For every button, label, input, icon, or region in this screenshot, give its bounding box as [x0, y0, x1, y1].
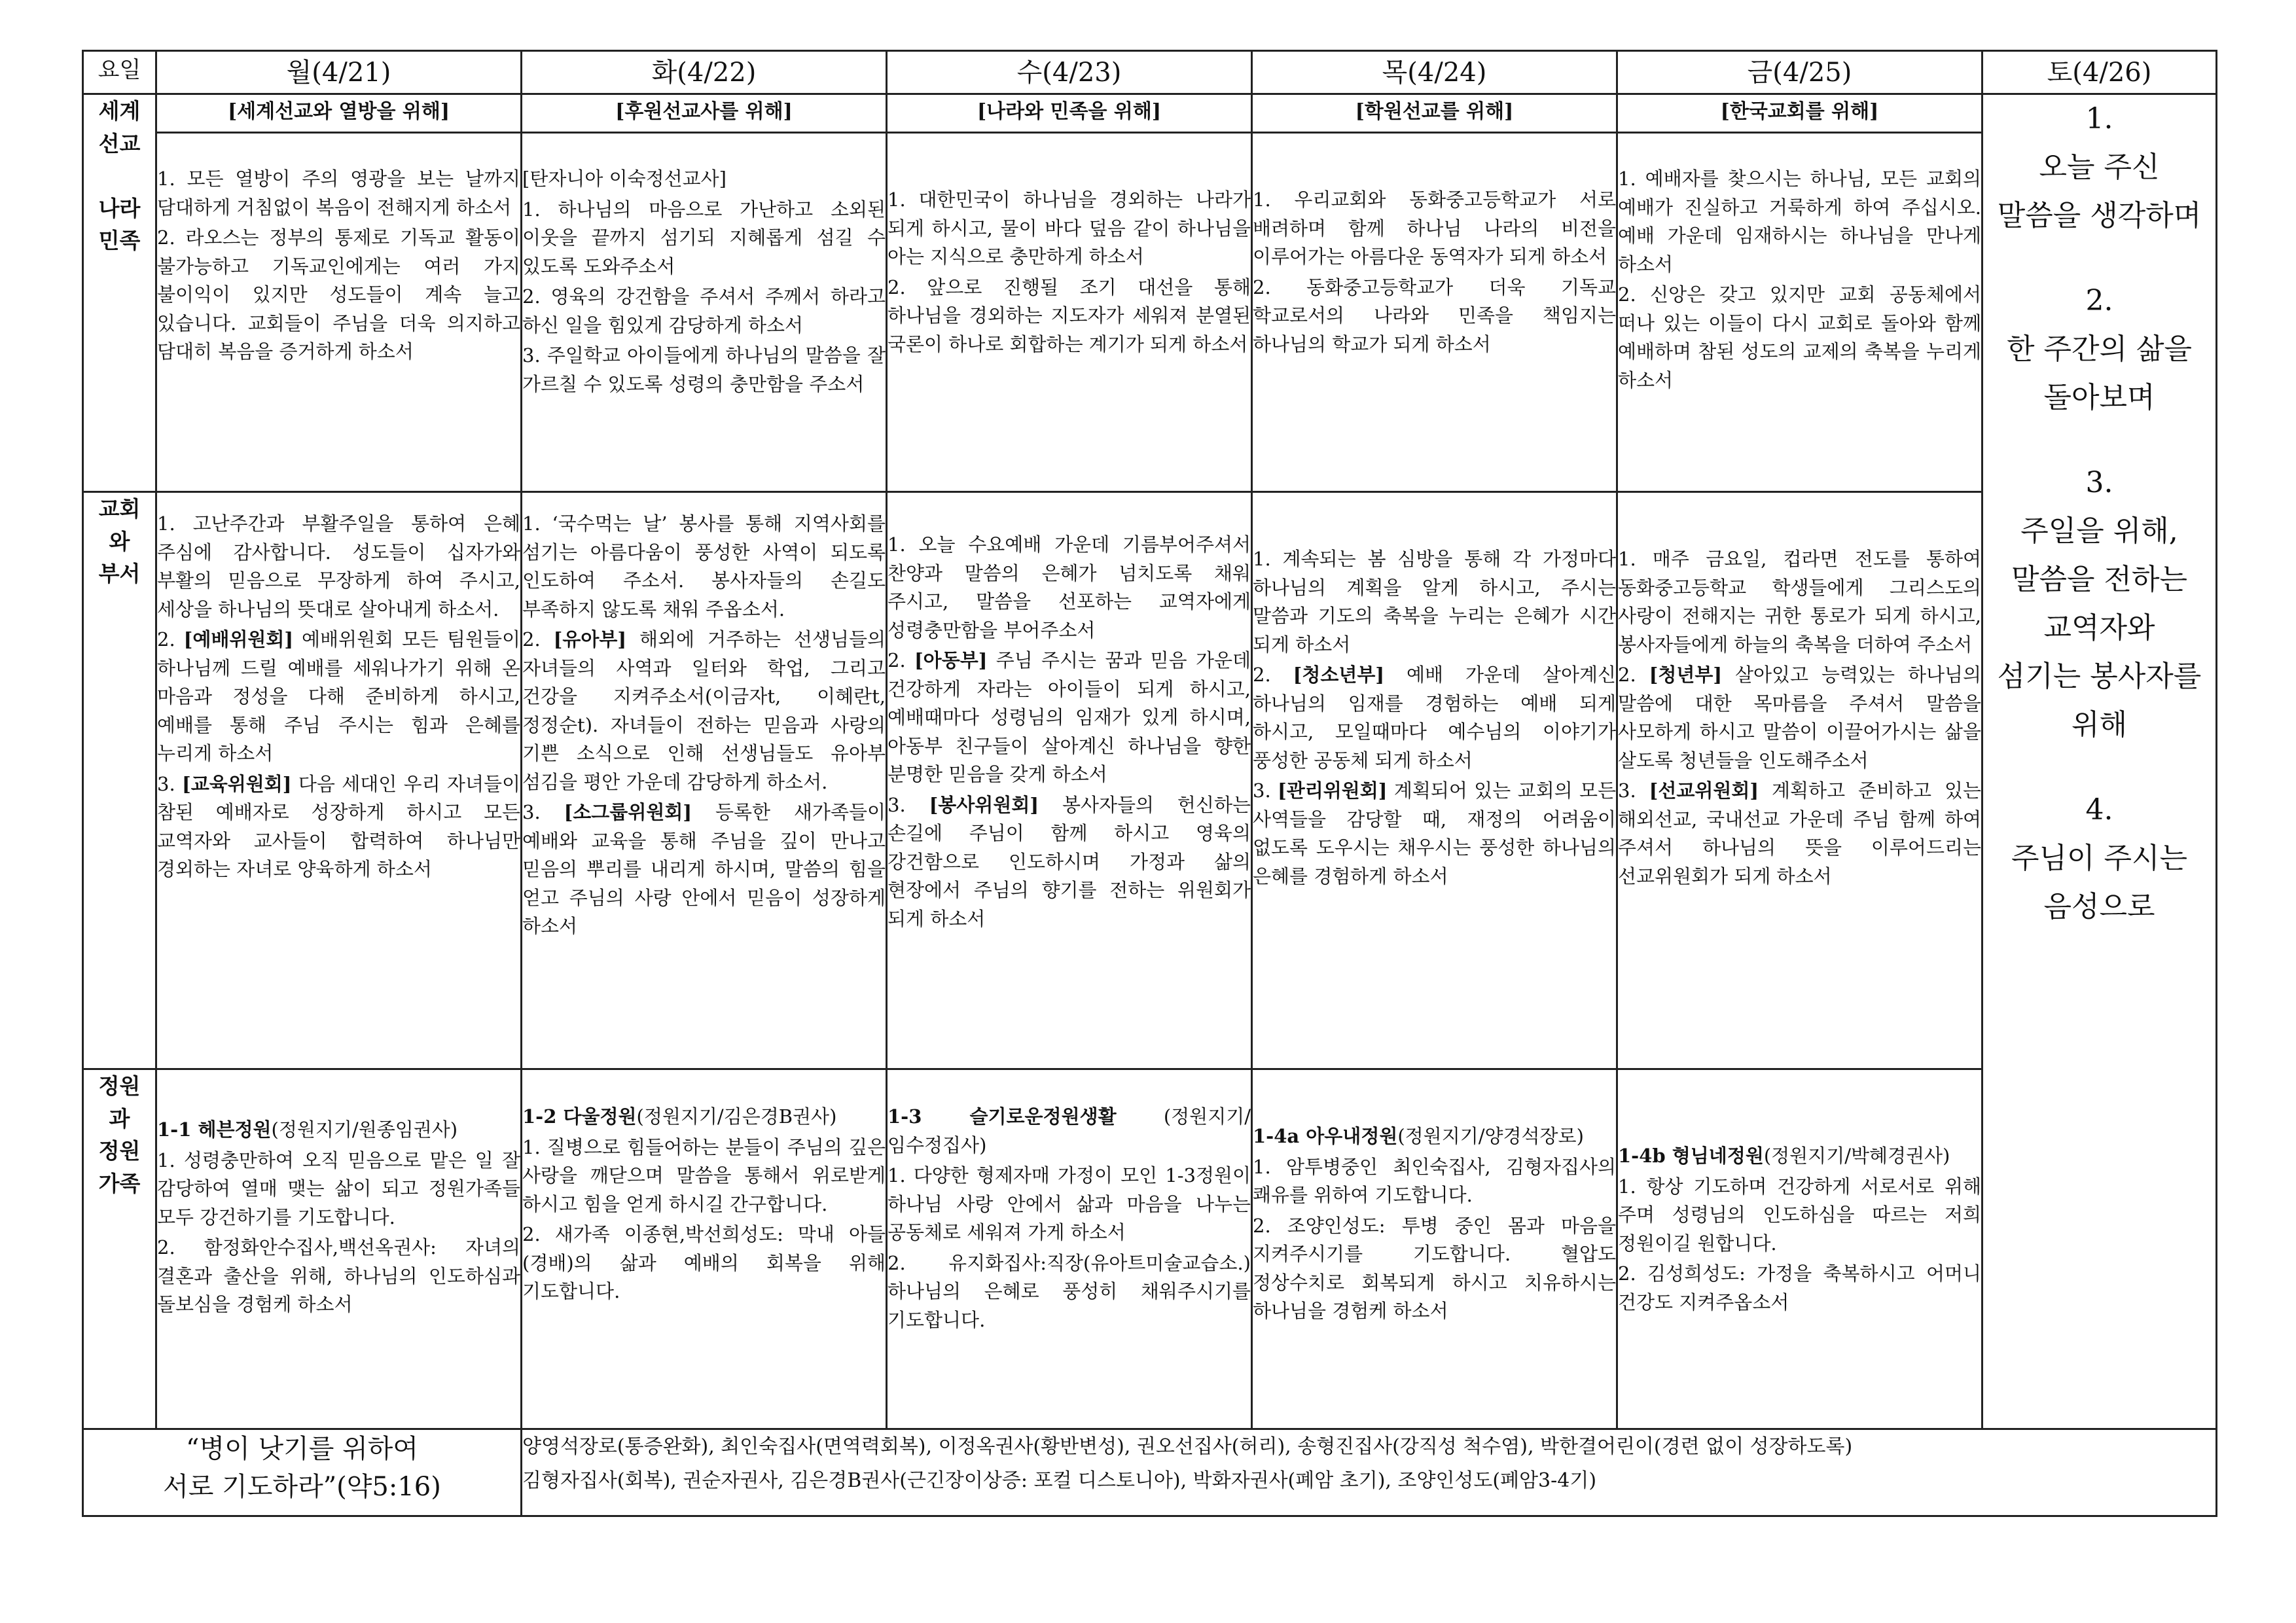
item-text: 예배 가운데 살아계신 하나님의 임재를 경험하는 예배 되게 하시고, 모일때마다 예수님의 이야기가 풍성한 공동체 되게 하소서 — [1253, 664, 1617, 772]
committee-tag: [선교위원회] — [1649, 779, 1759, 802]
prayer-item — [1253, 661, 1616, 775]
saturday-item-3 — [1983, 459, 2215, 749]
prayer-item: 1. 질병으로 힘들어하는 분들이 주님의 깊은 사랑을 깨닫으며 말씀을 통해서 위로받게 하시고 힘을 얻게 하시길 간구합니다. — [522, 1135, 886, 1215]
item-text: 등록한 새가족들이 예배와 교육을 통해 주님을 깊이 만나고 믿음의 뿌리를 내리게 하시며, 말씀의 힘을 얻고 주님의 사랑 안에서 믿음이 성장하게 하소서 — [522, 801, 886, 937]
day-header-sat: 토(4/26) — [1982, 51, 2217, 94]
committee-tag: [아동부] — [914, 649, 988, 671]
saturday-item-4 — [1983, 786, 2215, 931]
saturday-line: 섬기는 봉사자를 — [1997, 660, 2202, 693]
prayer-schedule-table — [82, 50, 2217, 1517]
prayer-item: 2. 동화중고등학교가 더욱 기독교 학교로서의 나라와 민족을 책임지는 하나님의 학교가 되게 하소서 — [1253, 276, 1616, 355]
garden-name: 1-3 슬기로운정원생활 — [888, 1105, 1117, 1128]
prayer-item: 1. 예배자를 찾으시는 하나님, 모든 교회의 예배가 진실하고 거룩하게 하여 주십시오. 예배 가운데 임재하시는 하나님을 만나게 하소서 — [1618, 168, 1981, 276]
item-text: 예배위원회 모든 팀원들이 하나님께 드릴 예배를 세워나가기 위해 온 마음과 정성을 다해 준비하게 하시고, 예배를 통해 주님 주시는 힘과 은혜를 누리게 하소서 — [157, 628, 521, 764]
item-number: 3. — [888, 793, 929, 816]
garden-leader: (정원지기/박혜경권사) — [1763, 1145, 1950, 1167]
row-label-text: 선교 — [98, 130, 141, 156]
row-label-garden — [83, 1069, 156, 1429]
committee-tag: [청소년부] — [1293, 664, 1385, 686]
prayer-item: 1. 하나님의 마음으로 가난하고 소외된 이웃을 끝까지 섬기되 지혜롭게 섬길 수 있도록 도와주소서 — [522, 198, 886, 277]
saturday-line: 돌아보며 — [2043, 381, 2155, 414]
committee-tag: [청년부] — [1649, 664, 1723, 686]
world-fri — [1617, 133, 1982, 492]
garden-wed — [887, 1069, 1252, 1429]
garden-row — [83, 1069, 2217, 1429]
saturday-line: 2. — [2085, 284, 2113, 317]
garden-title — [1618, 1142, 1981, 1171]
prayer-item: 1. 다양한 형제자매 가정이 모인 1-3정원이 하나님 사랑 안에서 삶과 마음을 나누는 공동체로 세워져 가게 하소서 — [888, 1164, 1251, 1243]
prayer-item — [888, 647, 1251, 789]
prayer-item: 1. 대한민국이 하나님을 경외하는 나라가 되게 하시고, 물이 바다 덮음 같이 하나님을 아는 지식으로 충만하게 하소서 — [888, 188, 1251, 268]
garden-title — [1253, 1122, 1616, 1151]
saturday-item-2 — [1983, 277, 2215, 422]
saturday-line: 4. — [2085, 793, 2113, 827]
saturday-line: 말씀을 생각하며 — [1997, 199, 2202, 232]
prayer-item — [1618, 545, 1981, 659]
church-mon — [156, 492, 522, 1069]
committee-tag: [예배위원회] — [183, 628, 294, 651]
garden-leader: (정원지기/임수정집사) — [888, 1105, 1251, 1156]
garden-title — [522, 1103, 886, 1132]
item-number: 2. — [157, 628, 184, 651]
day-header-row — [83, 51, 2217, 94]
day-header-mon: 월(4/21) — [156, 51, 522, 94]
row-label-text: 교회 — [98, 496, 141, 522]
prayer-item — [157, 770, 520, 884]
verse-line: 서로 기도하라”(약5:16) — [163, 1472, 441, 1502]
theme-wed: [나라와 민족을 위해] — [887, 94, 1252, 133]
saturday-item-1 — [1983, 95, 2215, 240]
theme-mon: [세계선교와 열방을 위해] — [156, 94, 522, 133]
item-number: 3. — [1618, 779, 1649, 802]
verse-line: “병이 낫기를 위하여 — [186, 1434, 418, 1464]
committee-tag: [소그룹위원회] — [564, 801, 692, 823]
prayer-item: 2. 라오스는 정부의 통제로 기독교 활동이 불가능하고 기독교인에게는 여러 가지 불이익이 있지만 성도들이 계속 늘고 있습니다. 교회들이 주님을 더욱 의지하고 담대히 복음을 증거하게 하소서 — [157, 226, 520, 363]
item-number: 3. — [1253, 779, 1278, 802]
garden-mon — [156, 1069, 522, 1429]
world-thu — [1252, 133, 1617, 492]
weekday-label: 요일 — [83, 51, 156, 94]
prayer-item: 1. 암투병중인 최인숙집사, 김형자집사의 쾌유를 위하여 기도합니다. — [1253, 1155, 1616, 1206]
garden-name: 1-1 헤븐정원 — [157, 1118, 272, 1141]
item-text: 봉사자들의 헌신하는 손길에 주님이 함께 하시고 영육의 강건함으로 인도하시며 가정과 삶의 현장에서 주님의 향기를 전하는 위원회가 되게 하소서 — [888, 793, 1251, 930]
row-label-text: 과 — [109, 1105, 130, 1132]
item-number: 1. — [1618, 548, 1653, 570]
prayer-item: 2. 앞으로 진행될 조기 대선을 통해 하나님을 경외하는 지도자가 세워져 분열된 국론이 하나로 회합하는 계기가 되게 하소서 — [888, 276, 1251, 355]
committee-tag: [교육위원회] — [182, 772, 292, 795]
item-text: 살아있고 능력있는 하나님의 말씀에 대한 목마름을 주셔서 말씀을 사모하게 하시고 말씀이 이끌어가시는 삶을 살도록 청년들을 인도해주소서 — [1618, 664, 1982, 772]
day-header-fri: 금(4/25) — [1617, 51, 1982, 94]
prayer-item — [522, 626, 886, 796]
saturday-line: 말씀을 전하는 — [2011, 563, 2187, 596]
garden-name: 1-4b 형님네정원 — [1618, 1145, 1764, 1167]
church-tue — [522, 492, 887, 1069]
item-text: ‘국수먹는 날’ 봉사를 통해 지역사회를 섬기는 아름다움이 풍성한 사역이 되도록 인도하여 주소서. 봉사자들의 손길도 부족하지 않도록 채워 주옵소서. — [522, 512, 886, 620]
world-row — [83, 133, 2217, 492]
theme-tue: [후원선교사를 위해] — [522, 94, 887, 133]
prayer-item: 2. 신앙은 갖고 있지만 교회 공동체에서 떠나 있는 이들이 다시 교회로 돌아와 함께 예배하며 참된 성도의 교제의 축복을 누리게 하소서 — [1618, 283, 1981, 391]
saturday-line: 3. — [2085, 466, 2113, 499]
row-label-text: 정원 — [98, 1073, 141, 1099]
prayer-item: 1. 모든 열방이 주의 영광을 보는 날까지 담대하게 거침없이 복음이 전해지게 하소서 — [157, 168, 520, 219]
day-header-thu: 목(4/24) — [1252, 51, 1617, 94]
garden-thu — [1252, 1069, 1617, 1429]
world-tue — [522, 133, 887, 492]
saturday-line: 음성으로 — [2043, 890, 2155, 923]
garden-name: 1-2 다울정원 — [522, 1105, 637, 1128]
theme-row — [83, 94, 2217, 133]
row-label-text: 민족 — [98, 228, 141, 253]
theme-thu: [학원선교를 위해] — [1252, 94, 1617, 133]
church-row — [83, 492, 2217, 1069]
saturday-line: 주님이 주시는 — [2011, 842, 2187, 875]
prayer-item: 2. 조양인성도: 투병 중인 몸과 마음을 지켜주시기를 기도합니다. 혈압도 정상수치로 회복되게 하시고 치유하시는 하나님을 경험케 하소서 — [1253, 1214, 1616, 1322]
row-label-world — [83, 94, 156, 492]
item-number: 1. — [522, 512, 552, 535]
committee-tag: [관리위원회] — [1278, 779, 1388, 802]
prayer-item: 2. 유지화집사:직장(유아트미술교습소.) 하나님의 은혜로 풍성히 채워주시기를 기도합니다. — [888, 1251, 1251, 1331]
prayer-item: 2. 새가족 이종현,박선희성도: 막내 아들 (경배)의 삶과 예배의 회복을 위해 기도합니다. — [522, 1223, 886, 1302]
saturday-line: 1. — [2085, 102, 2113, 135]
missionary-name: [탄자니아 이숙정선교사] — [522, 168, 726, 190]
item-text: 고난주간과 부활주일을 통하여 은혜 주심에 감사합니다. 성도들이 십자가와 부활의 믿음으로 무장하게 하여 주시고, 세상을 하나님의 뜻대로 살아내게 하소서. — [157, 512, 520, 620]
row-label-text: 나라 — [98, 195, 141, 221]
item-text: 계속되는 봄 심방을 통해 각 가정마다 하나님의 계획을 알게 하시고, 주시는 말씀과 기도의 축복을 누리는 은혜가 시간 되게 하소서 — [1253, 548, 1616, 656]
prayer-item: 1. 우리교회와 동화중고등학교가 서로 배려하며 함께 하나님 나라의 비전을 이루어가는 아름다운 동역자가 되게 하소서 — [1253, 188, 1616, 268]
saturday-guide — [1982, 94, 2217, 1429]
garden-leader: (정원지기/김은경B권사) — [636, 1105, 837, 1128]
prayer-item — [1253, 777, 1616, 891]
committee-tag: [유아부] — [553, 628, 627, 651]
sick-list-line: 김형자집사(회복), 권순자권사, 김은경B권사(근긴장이상증: 포컬 디스토니아), 박화자권사(폐암 초기), 조양인성도(폐암3-4기) — [522, 1469, 1597, 1492]
item-number: 3. — [157, 772, 182, 795]
garden-title — [888, 1103, 1251, 1160]
item-number: 2. — [1618, 664, 1649, 686]
church-fri — [1617, 492, 1982, 1069]
item-number: 1. — [157, 512, 193, 535]
prayer-item — [1253, 545, 1616, 659]
footer-row — [83, 1429, 2217, 1516]
garden-leader: (정원지기/양경석장로) — [1397, 1125, 1584, 1147]
church-wed — [887, 492, 1252, 1069]
world-mon — [156, 133, 522, 492]
item-number: 2. — [888, 649, 914, 671]
footer-verse — [83, 1429, 522, 1516]
garden-tue — [522, 1069, 887, 1429]
item-number: 1. — [888, 533, 919, 556]
prayer-item: 3. 주일학교 아이들에게 하나님의 말씀을 잘 가르칠 수 있도록 성령의 충만함을 주소서 — [522, 344, 886, 395]
prayer-item — [522, 798, 886, 941]
row-label-text: 부서 — [98, 561, 141, 586]
row-label-text: 가족 — [98, 1170, 141, 1196]
prayer-item — [1618, 777, 1981, 891]
garden-leader: (정원지기/원종임권사) — [271, 1118, 458, 1141]
theme-fri: [한국교회를 위해] — [1617, 94, 1982, 133]
prayer-item: 2. 김성희성도: 가정을 축복하시고 어머니 건강도 지켜주옵소서 — [1618, 1262, 1981, 1313]
row-label-text: 정원 — [98, 1138, 141, 1164]
garden-name: 1-4a 아우내정원 — [1253, 1125, 1398, 1147]
item-number: 1. — [1253, 548, 1283, 570]
saturday-line: 교역자와 — [2043, 611, 2155, 645]
footer-sick-list — [522, 1429, 2217, 1516]
saturday-line: 한 주간의 삶을 — [2007, 332, 2192, 366]
prayer-item — [157, 510, 520, 624]
church-thu — [1252, 492, 1617, 1069]
prayer-item — [522, 510, 886, 624]
row-label-spacer — [84, 160, 155, 192]
day-header-wed: 수(4/23) — [887, 51, 1252, 94]
saturday-line: 오늘 주신 — [2039, 151, 2160, 184]
item-text: 주님 주시는 꿈과 믿음 가운데 건강하게 자라는 아이들이 되게 하시고, 예배때마다 성령님의 임재가 있게 하시며, 아동부 친구들이 살아계신 하나님을 향한 분명한 믿음을 갖게 하소서 — [888, 649, 1251, 785]
prayer-item — [888, 791, 1251, 934]
prayer-item — [888, 531, 1251, 645]
row-label-church — [83, 492, 156, 1069]
prayer-item — [157, 626, 520, 768]
garden-fri — [1617, 1069, 1982, 1429]
committee-tag: [봉사위원회] — [929, 793, 1039, 816]
prayer-item: 1. 성령충만하여 오직 믿음으로 맡은 일 잘 감당하여 열매 맺는 삶이 되고 정원가족들 모두 강건하기를 기도합니다. — [157, 1149, 520, 1228]
item-number: 3. — [522, 801, 564, 823]
prayer-item: 1. 항상 기도하며 건강하게 서로서로 위해 주며 성령님의 인도하심을 따르는 저희 정원이길 원합니다. — [1618, 1175, 1981, 1255]
row-label-text: 와 — [109, 528, 130, 554]
item-number: 2. — [522, 628, 554, 651]
item-text: 오늘 수요예배 가운데 기름부어주셔서 찬양과 말씀의 은혜가 넘치도록 채워 주시고, 말씀을 선포하는 교역자에게 성령충만함을 부어주소서 — [888, 533, 1251, 641]
item-text: 계획하고 준비하고 있는 해외선교, 국내선교 가운데 주님 함께 하여 주셔서 하나님의 뜻을 이루어드리는 선교위원회가 되게 하소서 — [1618, 779, 1982, 887]
item-text: 해외에 거주하는 선생님들의 자녀들의 사역과 일터와 학업, 그리고 건강을 지켜주소서(이금자t, 이혜란t, 정정순t). 자녀들이 전하는 믿음과 사랑의 기쁜 소식으로 인해 선생님들도 유아부 섬김을 평안 가운데 감당하게 하소서. — [522, 628, 886, 793]
world-wed — [887, 133, 1252, 492]
garden-title — [157, 1116, 520, 1145]
saturday-line: 주일을 위해, — [2020, 514, 2178, 548]
item-text: 매주 금요일, 컵라면 전도를 통하여 동화중고등학교 학생들에게 그리스도의 사랑이 전해지는 귀한 통로가 되게 하시고, 봉사자들에게 하늘의 축복을 더하여 주소서 — [1618, 548, 1981, 656]
day-header-tue: 화(4/22) — [522, 51, 887, 94]
item-text: 다음 세대인 우리 자녀들이 참된 예배자로 성장하게 하시고 모든 교역자와 교사들이 합력하여 하나님만 경외하는 자녀로 양육하게 하소서 — [157, 772, 520, 880]
prayer-item: 2. 함정화안수집사,백선옥권사: 자녀의 결혼과 출산을 위해, 하나님의 인도하심과 돌보심을 경험케 하소서 — [157, 1236, 520, 1315]
item-number: 2. — [1253, 664, 1293, 686]
prayer-item: 2. 영육의 강건함을 주셔서 주께서 하라고 하신 일을 힘있게 감당하게 하소서 — [522, 285, 886, 336]
item-text: 계획되어 있는 교회의 모든 사역들을 감당할 때, 재정의 어려움이 없도록 도우시는 채우시는 풍성한 하나님의 은혜를 경험하게 하소서 — [1253, 779, 1616, 887]
row-label-text: 세계 — [98, 98, 141, 124]
prayer-item — [1618, 661, 1981, 775]
saturday-line: 위해 — [2071, 708, 2127, 741]
sick-list-line: 양영석장로(통증완화), 최인숙집사(면역력회복), 이정옥권사(황반변성), 권오선집사(허리), 송형진집사(강직성 척수염), 박한결어린이(경련 없이 성장하도록) — [522, 1435, 1853, 1458]
